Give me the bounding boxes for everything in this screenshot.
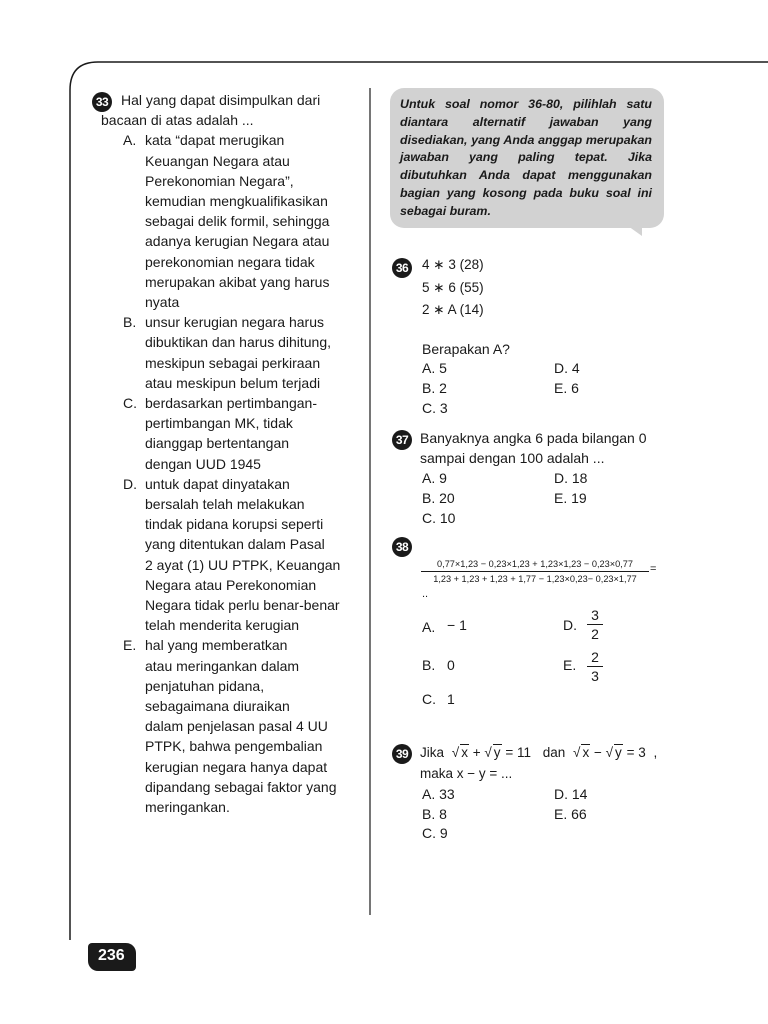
q39-minus: − xyxy=(593,745,602,760)
q33-option-text-line: nyata xyxy=(145,294,180,310)
q39-eq2-rest: = 3 xyxy=(626,745,646,760)
q37-stem-1: Banyaknya angka 6 pada bilangan 0 xyxy=(420,430,647,446)
question-number-33: 33 xyxy=(92,92,112,112)
q33-option-text-line: unsur kerugian negara harus xyxy=(145,314,325,331)
q33-option-letter: A. xyxy=(123,132,137,149)
q38-option-e-fraction xyxy=(587,649,603,684)
q36-question: Berapakan A? xyxy=(422,341,510,357)
q37-option-c: C. 10 xyxy=(422,510,456,526)
q38-fraction-bar xyxy=(421,571,649,572)
q38-option-a-value: − 1 xyxy=(447,617,467,633)
q39-sqrt-y-1: √ y xyxy=(484,745,501,760)
q37-stem-2: sampai dengan 100 adalah ... xyxy=(420,450,605,466)
q33-option-text-line: dengan UUD 1945 xyxy=(145,455,261,472)
q38-option-d-fraction xyxy=(587,607,603,642)
q38-option-c-letter: C. xyxy=(422,691,436,707)
q39-sqrt-y-2: √ y xyxy=(605,745,622,760)
q33-option-text-line: Keuangan Negara atau xyxy=(145,152,290,169)
q39-sqrt-x-2: √ x xyxy=(573,745,590,760)
q33-option-text-line: kata “dapat merugikan xyxy=(145,132,285,149)
q38-option-d-bar xyxy=(587,624,603,625)
q38-option-e-denominator: 3 xyxy=(591,668,599,684)
q33-option-text-line: berdasarkan pertimbangan- xyxy=(145,395,317,411)
q33-option-text-line: meskipun sebagai perkiraan xyxy=(145,354,321,371)
q33-option-text-line: adanya kerugian Negara atau xyxy=(145,233,330,250)
q39-option-d: D. 14 xyxy=(554,786,588,802)
page-number: 236 xyxy=(98,947,125,964)
q38-fraction xyxy=(421,558,649,585)
instruction-text: Untuk soal nomor 36-80, pilihlah satu diantara alternatif jawaban yang disediakan, yang Anda anggap merupakan jawaban yang paling tepat. Jika dibutuhkan Anda dapat menggunakan bagian yang kosong pada buku soal ini sebagai buram. xyxy=(400,97,652,218)
q36-option-b: B. 2 xyxy=(422,380,447,396)
q38-option-c-value: 1 xyxy=(447,691,455,707)
q33-option-text-line: dibuktikan dan harus dihitung, xyxy=(145,334,332,351)
q33-stem-line: bacaan di atas adalah ... xyxy=(101,112,254,129)
q39-eq1-rest: = 11 xyxy=(505,745,531,760)
instruction-box-tail xyxy=(628,226,642,236)
q38-option-e-letter: E. xyxy=(563,657,577,673)
q37-option-e: E. 19 xyxy=(554,490,587,506)
q36-line-2: 5 ∗ 6 (55) xyxy=(422,280,484,295)
q33-option-text-line: kerugian negara hanya dapat xyxy=(145,758,328,775)
q33-option-text-line: hal yang memberatkan xyxy=(145,637,288,654)
q33-option-text-line: perekonomian negara tidak xyxy=(145,253,315,270)
q39-jika: Jika xyxy=(420,745,445,760)
q36-option-e: E. 6 xyxy=(554,380,579,396)
q33-option-letter: C. xyxy=(123,395,137,411)
q36-line-1: 4 ∗ 3 (28) xyxy=(422,257,484,272)
q39-dan: dan xyxy=(542,745,566,760)
question-number-38: 38 xyxy=(392,537,412,557)
page-number-badge xyxy=(88,943,136,971)
q38-option-b-value: 0 xyxy=(447,657,455,673)
question-number-37: 37 xyxy=(392,430,412,450)
q38-denominator: 1,23 + 1,23 + 1,23 + 1,77 − 1,23×0,23− 0,23×1,77 xyxy=(433,574,637,584)
q33-option-letter: E. xyxy=(123,637,137,654)
question-number-36: 36 xyxy=(392,258,412,278)
q38-numerator: 0,77×1,23 − 0,23×1,23 + 1,23×1,23 − 0,23×0,77 xyxy=(437,559,633,569)
q33-option-text-line: Negara tidak perlu benar-benar xyxy=(145,597,340,613)
q39-comma: , xyxy=(653,745,658,760)
q39-option-e: E. 66 xyxy=(554,806,587,822)
q33-option-text-line: atau meskipun belum terjadi xyxy=(145,374,321,391)
q39-option-c: C. 9 xyxy=(422,825,448,841)
q36-line-3: 2 ∗ A (14) xyxy=(422,302,484,317)
q33-option-letter: D. xyxy=(123,475,137,492)
q33-option-text-line: bersalah telah melakukan xyxy=(145,496,305,512)
q33-option-text-line: dalam penjelasan pasal 4 UU xyxy=(145,718,328,735)
q38-option-d-letter: D. xyxy=(563,617,577,633)
q33-option-text-line: yang ditentukan dalam Pasal xyxy=(145,536,325,553)
q33-option-text-line: tindak pidana korupsi seperti xyxy=(145,516,324,533)
q36-option-d: D. 4 xyxy=(554,360,580,376)
q33-option-text-line: Perekonomian Negara”, xyxy=(145,172,294,189)
q33-option-text-line: atau meringankan dalam xyxy=(145,657,300,674)
q39-sqrt-x-1: √ x xyxy=(451,745,468,760)
q38-option-e-bar xyxy=(587,666,603,667)
q36-option-c: C. 3 xyxy=(422,400,448,416)
q38-option-e-numerator: 2 xyxy=(591,649,599,665)
q38-option-b-letter: B. xyxy=(422,657,436,673)
q37-option-d: D. 18 xyxy=(554,470,588,486)
q33-stem-line: Hal yang dapat disimpulkan dari xyxy=(121,92,321,108)
q33-option-letter: B. xyxy=(123,314,137,331)
q38-equals: = xyxy=(650,563,657,575)
q33-option-text-line: Negara atau Perekonomian xyxy=(145,576,317,593)
q33-option-text-line: dianggap bertentangan xyxy=(145,435,290,452)
q38-option-d-denominator: 2 xyxy=(591,626,599,642)
q36-option-a: A. 5 xyxy=(422,360,447,376)
q33-option-text-line: penjatuhan pidana, xyxy=(145,677,265,694)
q33-option-text-line: sebagai delik formil, sehingga xyxy=(145,213,330,230)
q38-dots: .. xyxy=(422,588,429,600)
q33-option-text-line: kemudian mengkualifikasikan xyxy=(145,193,328,209)
q39-option-b: B. 8 xyxy=(422,806,447,822)
q39-option-a: A. 33 xyxy=(422,786,455,802)
q33-option-text-line: PTPK, bahwa pengembalian xyxy=(145,738,323,755)
q33-option-text-line: 2 ayat (1) UU PTPK, Keuangan xyxy=(145,556,341,573)
q38-option-a-letter: A. xyxy=(422,619,436,635)
q33-option-text-line: merupakan akibat yang harus xyxy=(145,273,330,290)
q33-option-text-line: meringankan. xyxy=(145,799,230,815)
q33-option-text-line: sebagaimana diuraikan xyxy=(145,698,290,714)
q33-option-text-line: pertimbangan MK, tidak xyxy=(145,415,293,432)
q37-option-b: B. 20 xyxy=(422,490,455,506)
q33-option-text-line: telah menderita kerugian xyxy=(145,617,300,634)
q33-option-text-line: untuk dapat dinyatakan xyxy=(145,475,290,492)
q39-line-2: maka x − y = ... xyxy=(420,766,513,781)
q37-option-a: A. 9 xyxy=(422,470,447,486)
q33-option-text-line: dipandang sebagai faktor yang xyxy=(145,778,337,795)
q38-option-d-numerator: 3 xyxy=(591,607,599,623)
q39-line-1 xyxy=(420,744,657,760)
q39-plus: + xyxy=(472,745,481,760)
question-number-39: 39 xyxy=(392,744,412,764)
